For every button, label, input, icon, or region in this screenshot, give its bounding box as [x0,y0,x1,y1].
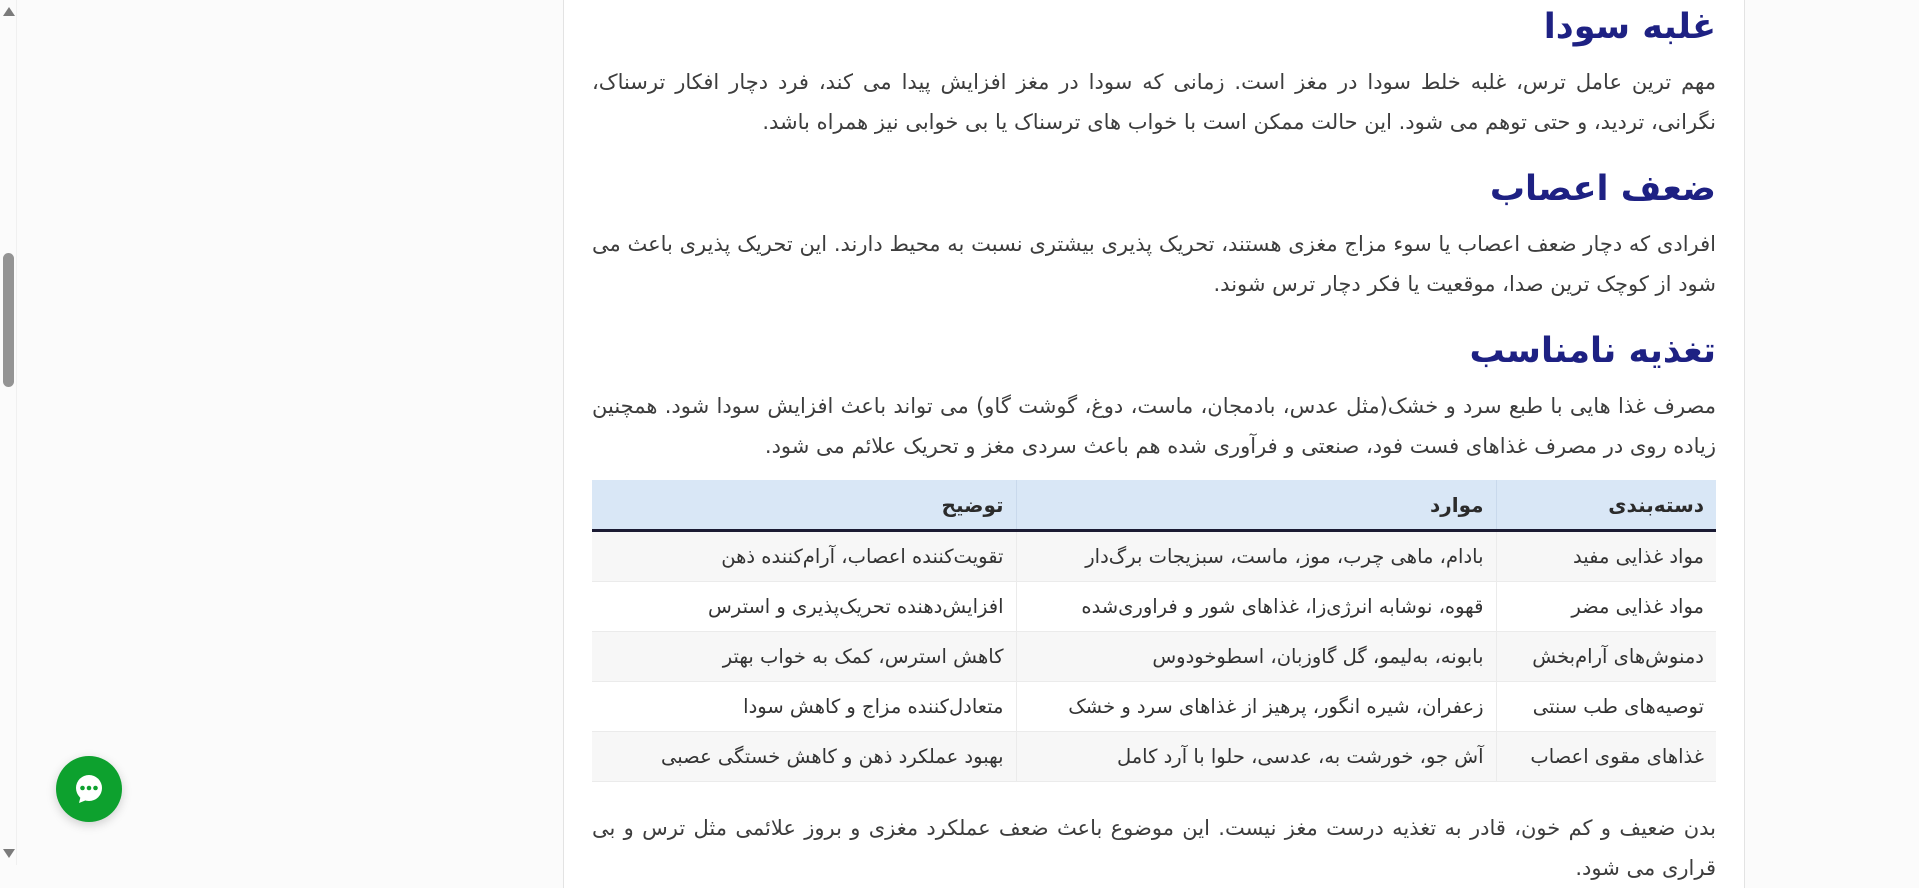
section-heading-nutrition: تغذیه نامناسب [1469,331,1716,371]
food-categories-table [592,480,1716,782]
table-row [592,582,1716,632]
cell-description: بهبود عملکرد ذهن و کاهش خستگی عصبی [592,732,1016,782]
article-content [563,0,1745,888]
cell-category: دمنوش‌های آرام‌بخش [1496,632,1716,682]
section-heading-sauda: غلبه سودا [1543,7,1716,47]
table-row [592,682,1716,732]
table-row [592,632,1716,682]
cell-description: تقویت‌کننده اعصاب، آرام‌کننده ذهن [592,531,1016,582]
column-header-category: دسته‌بندی [1496,480,1716,531]
vertical-scrollbar[interactable] [0,0,17,865]
scrollbar-thumb[interactable] [3,253,14,387]
cell-description: کاهش استرس، کمک به خواب بهتر [592,632,1016,682]
table-header-row [592,480,1716,531]
cell-category: توصیه‌های طب سنتی [1496,682,1716,732]
column-header-description: توضیح [592,480,1016,531]
cell-description: متعادل‌کننده مزاج و کاهش سودا [592,682,1016,732]
column-header-items: موارد [1016,480,1496,531]
chat-bubble-icon [69,769,109,809]
table-row [592,732,1716,782]
cell-items: قهوه، نوشابه انرژی‌زا، غذاهای شور و فراوری‌شده [1016,582,1496,632]
cell-category: غذاهای مقوی اعصاب [1496,732,1716,782]
section-paragraph-sauda: مهم ترین عامل ترس، غلبه خلط سودا در مغز است. زمانی که سودا در مغز افزایش پیدا می کند، فرد دچار افکار ترسناک، نگرانی، تردید، و حتی توهم می شود. این حالت ممکن است با خواب های ترسناک یا بی خوابی نیز همراه باشد. [592,70,1716,134]
scroll-up-arrow-icon[interactable] [3,7,15,16]
cell-category: مواد غذایی مضر [1496,582,1716,632]
cell-items: بابونه، به‌لیمو، گل گاوزبان، اسطوخودوس [1016,632,1496,682]
cell-description: افزایش‌دهنده تحریک‌پذیری و استرس [592,582,1016,632]
section-paragraph-nutrition: مصرف غذا هایی با طبع سرد و خشک(مثل عدس، بادمجان، ماست، دوغ، گوشت گاو) می تواند باعث افزایش سودا شود. همچنین زیاده روی در مصرف غذاهای فست فود، صنعتی و فرآوری شده هم باعث سردی مغز و تحریک علائم می شود. [592,394,1716,458]
table-row [592,531,1716,582]
scroll-down-arrow-icon[interactable] [3,849,15,858]
section-heading-nerves: ضعف اعصاب [1489,169,1716,209]
cell-items: بادام، ماهی چرب، موز، ماست، سبزیجات برگ‌دار [1016,531,1496,582]
cell-items: آش جو، خورشت به، عدسی، حلوا با آرد کامل [1016,732,1496,782]
cell-category: مواد غذایی مفید [1496,531,1716,582]
section-paragraph-nerves: افرادی که دچار ضعف اعصاب یا سوء مزاج مغزی هستند، تحریک پذیری بیشتری نسبت به محیط دارند. این تحریک پذیری باعث می شود از کوچک ترین صدا، موقعیت یا فکر دچار ترس شوند. [592,232,1716,296]
closing-paragraph: بدن ضعیف و کم خون، قادر به تغذیه درست مغز نیست. این موضوع باعث ضعف عملکرد مغزی و بروز علائمی مثل ترس و بی قراری می شود. [592,816,1716,880]
cell-items: زعفران، شیره انگور، پرهیز از غذاهای سرد و خشک [1016,682,1496,732]
chat-widget-button[interactable] [56,756,122,822]
